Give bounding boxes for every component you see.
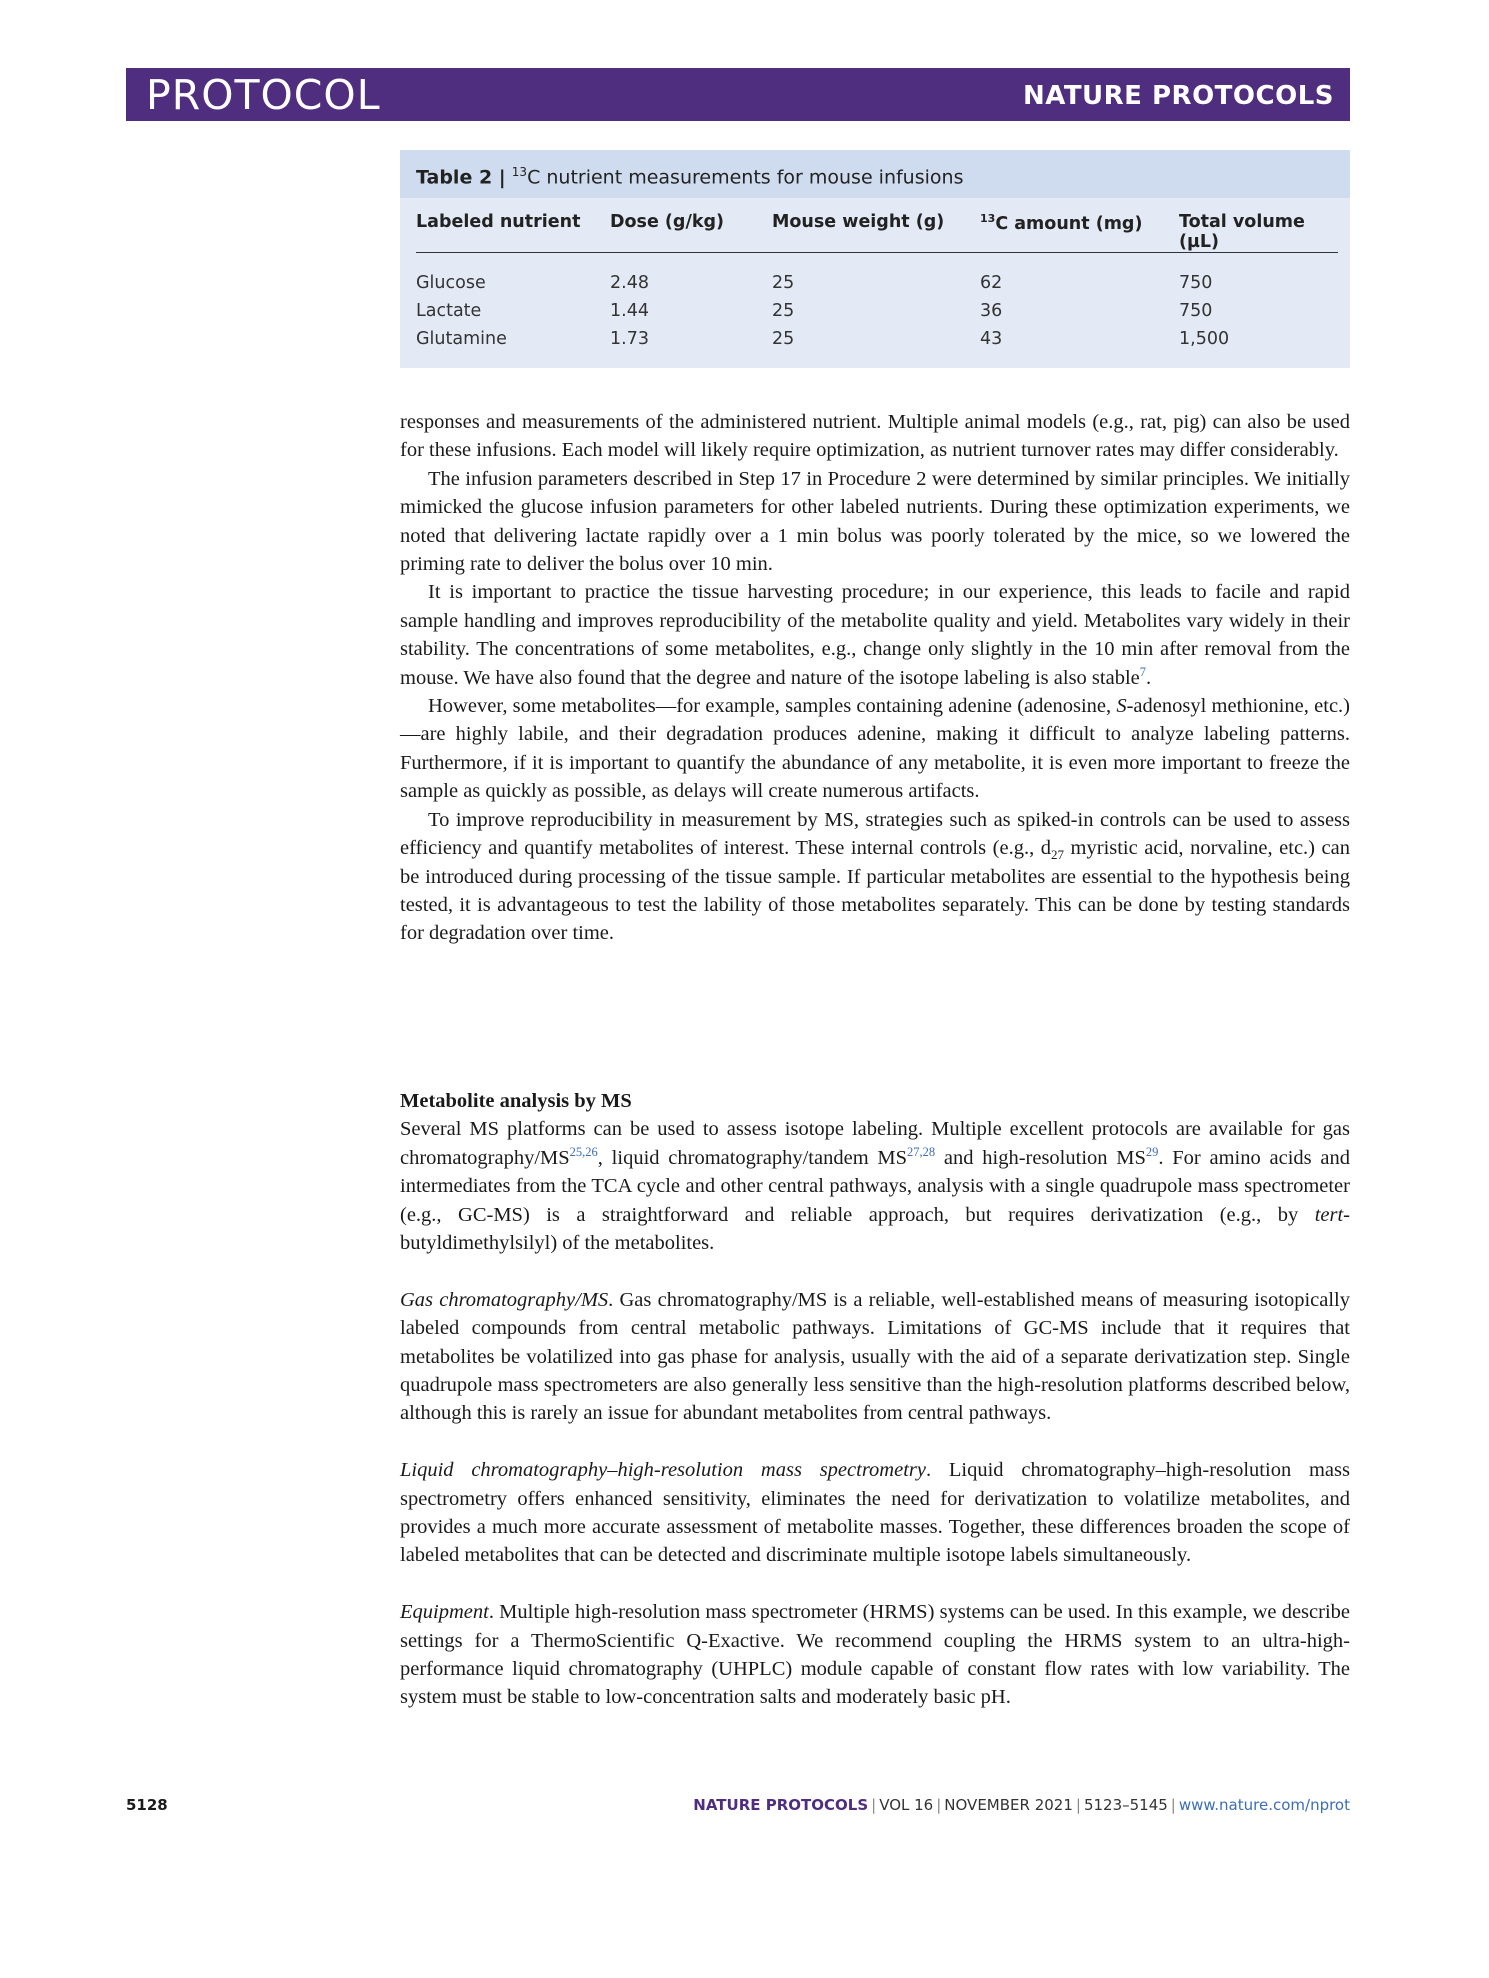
table-cell: Lactate (416, 301, 482, 321)
table-header-row (416, 212, 1338, 253)
paragraph-text: It is important to practice the tissue harvesting procedure; in our experience, this leads to facile and rapid sample handling and improves reproducibility of the metabolite quality and yield. Metabolites vary widely in their stability. The concentrations of some metabolites, e.g., change only slightly in the 10 min after removal from the mouse. We have also found that the degree and nature of the isotope labeling is also stable (400, 581, 1350, 689)
table-cell: 2.48 (610, 273, 649, 293)
paragraph: The infusion parameters described in Step 17 in Procedure 2 were determined by similar principles. We initially mimicked the glucose infusion parameters for other labeled nutrients. During these optimization experiments, we noted that delivering lactate rapidly over a 1 min bolus was poorly tolerated by the mice, so we lowered the priming rate to deliver the bolus over 10 min. (400, 467, 1350, 576)
table-cell: 43 (980, 329, 1003, 349)
paragraph-text: Several MS platforms can be used to assess isotope labeling. Multiple excellent protocols are available for gas chromatography/MS (400, 1118, 1350, 1169)
table-cell: 1,500 (1179, 329, 1230, 349)
paragraph-text: -butyldimethylsilyl) of the metabolites. (400, 1203, 1350, 1255)
footer-volume: VOL 16 (879, 1796, 934, 1814)
subsection-title: Gas chromatography/MS (400, 1288, 609, 1311)
paragraph-text: . Liquid chromatography–high-resolution mass spectrometry offers enhanced sensitivity, eliminates the need for derivatization to volatilize metabolites, and provides a much more accurate assessment of metabolite masses. Together, these differences broaden the scope of labeled metabolites that can be detected and discriminate multiple isotope labels simultaneously. (400, 1459, 1350, 1567)
table-cell: 25 (772, 329, 795, 349)
paragraph (400, 1286, 1350, 1428)
paragraph-text: . Multiple high-resolution mass spectrometer (HRMS) systems can be used. In this example, we describe settings for a ThermoScientific Q-Exactive. We recommend coupling the HRMS system to an ultra-high-performance liquid chromatography (UHPLC) module capable of constant flow rates with low variability. The system must be stable to low-concentration salts and moderately basic pH. (400, 1601, 1350, 1709)
section-label: PROTOCOL (146, 71, 381, 119)
paragraph: responses and measurements of the administered nutrient. Multiple animal models (e.g., rat, pig) can also be used for these infusions. Each model will likely require optimization, as nutrient turnover rates may differ considerably. (400, 411, 1350, 462)
paragraph (400, 1598, 1350, 1712)
paragraph (400, 806, 1350, 948)
table-cell: 25 (772, 301, 795, 321)
subsection-title: Liquid chromatography–high-resolution mass spectrometry (400, 1459, 926, 1482)
paragraph-text: , liquid chromatography/tandem MS (597, 1146, 908, 1169)
body-text-upper (400, 408, 1350, 948)
column-header: Total volume (µL) (1179, 212, 1338, 253)
table-cell: 750 (1179, 301, 1213, 321)
column-header: Dose (g/kg) (610, 212, 772, 253)
column-header (980, 212, 1179, 253)
paragraph (400, 1456, 1350, 1570)
column-header-text: C amount (mg) (995, 213, 1143, 234)
body-text-lower (400, 1087, 1350, 1712)
italic-text: tert (1314, 1203, 1344, 1226)
paragraph-text: . For amino acids and intermediates from the TCA cycle and other central pathways, analysis with a single quadrupole mass spectrometer (e.g., GC-MS) is a straightforward and reliable approach, but requires derivatization (e.g., by (400, 1146, 1350, 1226)
table-row (416, 253, 1338, 302)
paragraph-text: To improve reproducibility in measurement by MS, strategies such as spiked-in controls can be used to assess efficiency and quantify metabolites of interest. These internal controls (e.g., d (400, 808, 1350, 860)
table-row (416, 329, 1338, 357)
table-cell: Glutamine (416, 329, 507, 349)
table-2 (400, 150, 1350, 368)
journal-name: NATURE PROTOCOLS (1022, 81, 1334, 111)
footer-citation: NATURE PROTOCOLS | VOL 16 | NOVEMBER 2021 | 5123–5145 | www.nature.com/nprot (693, 1796, 1350, 1814)
column-header: Labeled nutrient (416, 212, 610, 253)
table-cell: 25 (772, 273, 795, 293)
table-cell: 1.44 (610, 301, 649, 321)
paragraph (400, 692, 1350, 806)
caption-superscript: 13 (511, 165, 528, 179)
table-title: C nutrient measurements for mouse infusions (527, 166, 964, 189)
reference-link[interactable]: 25,26 (569, 1144, 598, 1159)
paragraph-text: . Gas chromatography/MS is a reliable, well-established means of measuring isotopically labeled compounds from central metabolic pathways. Limitations of GC-MS include that it requires that metabolites be volatilized into gas phase for analysis, usually with the aid of a separate derivatization step. Single quadrupole mass spectrometers are also generally less sensitive than the high-resolution platforms described below, although this is rarely an issue for abundant metabolites from central pathways. (400, 1288, 1351, 1425)
section-heading: Metabolite analysis by MS (400, 1090, 632, 1112)
table-caption (400, 150, 1350, 198)
table-row (416, 301, 1338, 329)
table-cell: 62 (980, 273, 1003, 293)
footer-date: NOVEMBER 2021 (944, 1796, 1073, 1814)
data-table (416, 212, 1338, 357)
paragraph-text: -adenosyl methionine, etc.)—are highly labile, and their degradation produces adenine, making it difficult to analyze labeling patterns. Furthermore, if it is important to quantify the abundance of any metabolite, it is even more important to freeze the sample as quickly as possible, as delays will create numerous artifacts. (400, 695, 1350, 803)
paragraph-text: However, some metabolites—for example, samples containing adenine (adenosine, (428, 695, 1117, 718)
paragraph-text: myristic acid, norvaline, etc.) can be introduced during processing of the tissue sample. If particular metabolites are essential to the hypothesis being tested, it is advantageous to test the lability of those metabolites separately. This can be done by testing standards for degradation over time. (400, 837, 1351, 945)
subsection-title: Equipment (400, 1601, 489, 1624)
table-number: Table 2 | (416, 166, 506, 189)
page-number: 5128 (126, 1796, 168, 1814)
reference-link[interactable]: 29 (1145, 1144, 1159, 1159)
table-cell: 750 (1179, 273, 1213, 293)
table-cell: Glucose (416, 273, 486, 293)
header-bar (126, 68, 1350, 121)
table-cell: 36 (980, 301, 1003, 321)
subscript: 27 (1051, 847, 1064, 863)
paragraph (400, 1115, 1350, 1257)
italic-text: S (1116, 695, 1127, 718)
paragraph: It is important to practice the tissue harvesting procedure; in our experience, this leads to facile and rapid sample handling and improves reproducibility of the metabolite quality and yield. Metabolites vary widely in their stability. The concentrations of some metabolites, e.g., change only slightly in the 10 min after removal from the mouse. We have also found that the degree and nature of the isotope labeling is also stable$^7$. (400, 581, 1350, 689)
reference-link[interactable]: 27,28 (907, 1144, 936, 1159)
column-header: Mouse weight (g) (772, 212, 980, 253)
footer-url-link[interactable]: www.nature.com/nprot (1178, 1796, 1350, 1814)
footer-pages: 5123–5145 (1083, 1796, 1168, 1814)
paragraph-text: and high-resolution MS (935, 1146, 1146, 1169)
reference-link[interactable]: 7 (1139, 664, 1146, 679)
table-cell: 1.73 (610, 329, 649, 349)
footer-journal: NATURE PROTOCOLS (693, 1796, 869, 1814)
column-superscript: 13 (980, 212, 996, 225)
